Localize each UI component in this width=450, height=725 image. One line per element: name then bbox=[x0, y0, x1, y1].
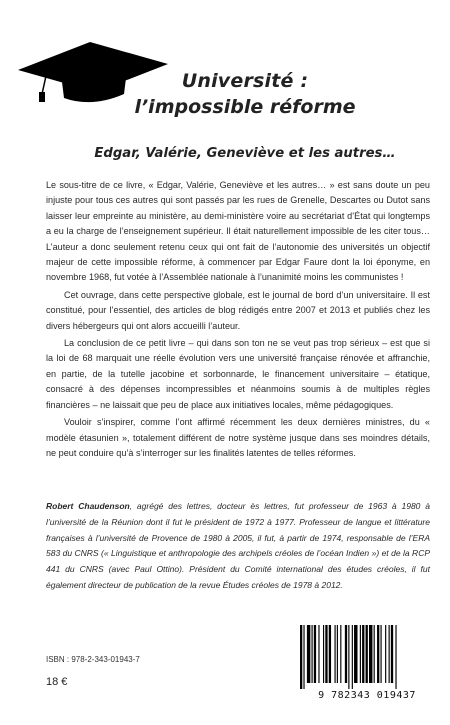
author-bio bbox=[46, 499, 430, 594]
book-subtitle: Edgar, Valérie, Geneviève et les autres… bbox=[94, 146, 396, 161]
barcode-bar bbox=[366, 625, 368, 683]
barcode-bar bbox=[385, 625, 386, 683]
blurb-paragraph: Cet ouvrage, dans cette perspective globale, est le journal de bord d’un universitaire. Il est constitué, pour l’essentiel, des articles de blog rédigés entre 2007 et 2013 et publiés chez les divers hébergeurs qui ont alors accueilli l’auteur. bbox=[46, 289, 430, 331]
isbn: ISBN : 978-2-343-01943-7 bbox=[46, 655, 140, 664]
barcode-bar bbox=[360, 625, 361, 683]
barcode-bar bbox=[352, 625, 353, 689]
price: 18 € bbox=[46, 676, 68, 688]
barcode-bar bbox=[335, 625, 336, 683]
blurb bbox=[46, 178, 430, 463]
barcode-bar bbox=[318, 625, 319, 683]
barcode-bar bbox=[323, 625, 324, 683]
barcode-bar bbox=[337, 625, 338, 683]
barcode-bar bbox=[312, 625, 313, 683]
barcode-bar bbox=[374, 625, 375, 683]
barcode-bar bbox=[377, 625, 379, 683]
barcode-bar bbox=[329, 625, 331, 683]
barcode-bar bbox=[381, 625, 382, 683]
barcode-bar bbox=[354, 625, 357, 683]
barcode bbox=[294, 625, 434, 697]
barcode-bar bbox=[340, 625, 341, 683]
blurb-paragraph: Le sous-titre de ce livre, « Edgar, Valérie, Geneviève et les autres… » est sans doute un peu injuste pour tous ces autres qui sont passés par les rues de Grenelle, Descartes ou Dutot sans laisser leur empreinte au ministère, au demi-ministère voire au secrétariat d’État qui longtemps a eu la charge de l’enseignement supérieur. Il était naturellement impossible de les citer tous… L’auteur a donc seulement retenu ceux qui ont fait de l’autonomie des universités un objectif majeur de cette impossible réforme, à commencer par Edgar Faure dont la loi éponyme, en novembre 1968, fut votée à l’Assemblée nationale à l’unanimité moins les communistes ! bbox=[46, 180, 430, 283]
barcode-bar bbox=[391, 625, 393, 683]
barcode-bar bbox=[348, 625, 349, 689]
author-name: Robert Chaudenson bbox=[46, 501, 130, 511]
barcode-number: 9 782343 019437 bbox=[318, 690, 416, 701]
book-title-line2: l’impossible réforme bbox=[134, 96, 356, 118]
barcode-bar bbox=[303, 625, 304, 689]
barcode-bar bbox=[325, 625, 327, 683]
barcode-bar bbox=[345, 625, 347, 683]
barcode-bar bbox=[369, 625, 372, 683]
barcode-bar bbox=[314, 625, 316, 683]
barcode-bar bbox=[395, 625, 396, 689]
barcode-bar bbox=[300, 625, 302, 689]
barcode-bar bbox=[389, 625, 390, 683]
author-bio-text: , agrégé des lettres, docteur ès lettres, fut professeur de 1963 à 1980 à l’université de la Réunion dont il fut le président de 1972 à 1977. Professeur de langue et littérature françaises à l’université de Provence de 1980 à 2005, il fut, à partir de 1974, responsable de l’ERA 583 du CNRS (« Linguistique et anthropologie des archipels créoles de l’océan Indien ») et de la RCP 441 du CNRS (avec Paul Ottino). Président du Comité international des études créoles, il fut également directeur de publication de la revue Études créoles de 1978 à 2012. bbox=[46, 501, 430, 590]
blurb-paragraph: Vouloir s’inspirer, comme l’ont affirmé récemment les deux dernières ministres, du « modèle étasunien », totalement différent de notre système jusque dans ses moindres détails, ne peut conduire qu’à s’interroger sur les finalités latentes de telles réformes. bbox=[46, 417, 430, 458]
barcode-bar bbox=[307, 625, 310, 683]
blurb-paragraph: La conclusion de ce petit livre – qui dans son ton ne se veut pas trop sérieux – est que si la loi de 68 marquait une réelle évolution vers une université française rénovée et affranchie, en partie, de la tutelle jacobine et sorbonnarde, le financement universitaire – étatique, consacré à des dépenses incompressibles et néanmoins soumis à de multiples règles financières – ne laissait que peu de place aux initiatives locales, même pédagogiques. bbox=[46, 338, 430, 410]
barcode-bar bbox=[362, 625, 364, 683]
book-title-line1: Université : bbox=[181, 70, 309, 92]
